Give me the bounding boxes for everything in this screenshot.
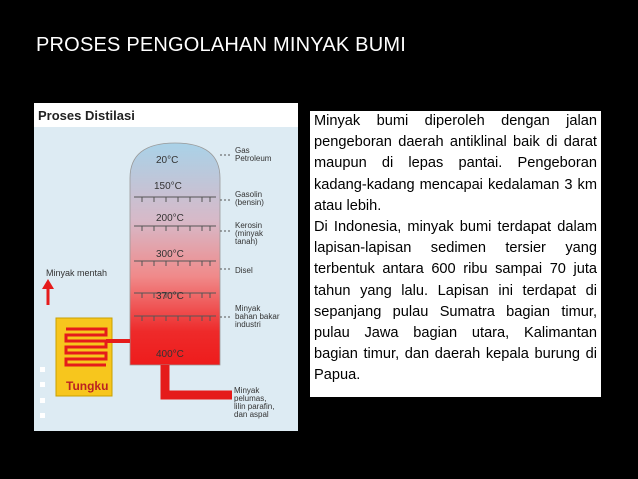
temperature-label: 400°C	[156, 349, 184, 360]
slide-bullet	[40, 367, 45, 372]
crude-oil-label: Minyak mentah	[46, 268, 108, 278]
temperature-label: 20°C	[156, 155, 179, 166]
temperature-label: 370°C	[156, 291, 184, 302]
output-label-residue: Minyak pelumas, lilin parafin, dan aspal	[234, 386, 275, 419]
output-label-fuel-oil: Minyak bahan bakar industri	[235, 304, 280, 329]
furnace-label: Tungku	[66, 379, 109, 393]
paragraph-1: Minyak bumi diperoleh dengan jalan pengeboran daerah antiklinal baik di darat maupun di lepas pantai. Pengeboran kadang-kadang mencapai kedalaman 3 km atau lebih.	[314, 113, 597, 214]
distillation-figure	[34, 103, 298, 431]
temperature-label: 200°C	[156, 213, 184, 224]
output-label-gasoline: Gasolin (bensin)	[235, 190, 264, 207]
slide-title: PROSES PENGOLAHAN MINYAK BUMI	[36, 34, 406, 56]
slide-bullet	[40, 398, 45, 403]
output-label-diesel: Disel	[235, 266, 253, 275]
output-label-gas: Gas Petroleum	[235, 146, 272, 163]
figure-title: Proses Distilasi	[38, 108, 135, 123]
temperature-label: 150°C	[154, 181, 182, 192]
paragraph-2: Di Indonesia, minyak bumi terdapat dalam lapisan-lapisan sedimen tersier yang terbentuk antara 600 ribu sampai 70 juta tahun yang lalu. Lapisan ini terdapat di sepanjang pulau Sumatra bagian timur, pulau Jawa bagian utara, Kalimantan bagian timur, dan daerah kepala burung di Papua.	[314, 219, 597, 384]
slide-bullet	[40, 413, 45, 418]
furnace-coil	[66, 329, 106, 365]
slide-bullet	[40, 382, 45, 387]
output-label-kerosene: Kerosin (minyak tanah)	[235, 221, 264, 246]
temperature-label: 300°C	[156, 249, 184, 260]
description-text-box	[310, 111, 601, 397]
